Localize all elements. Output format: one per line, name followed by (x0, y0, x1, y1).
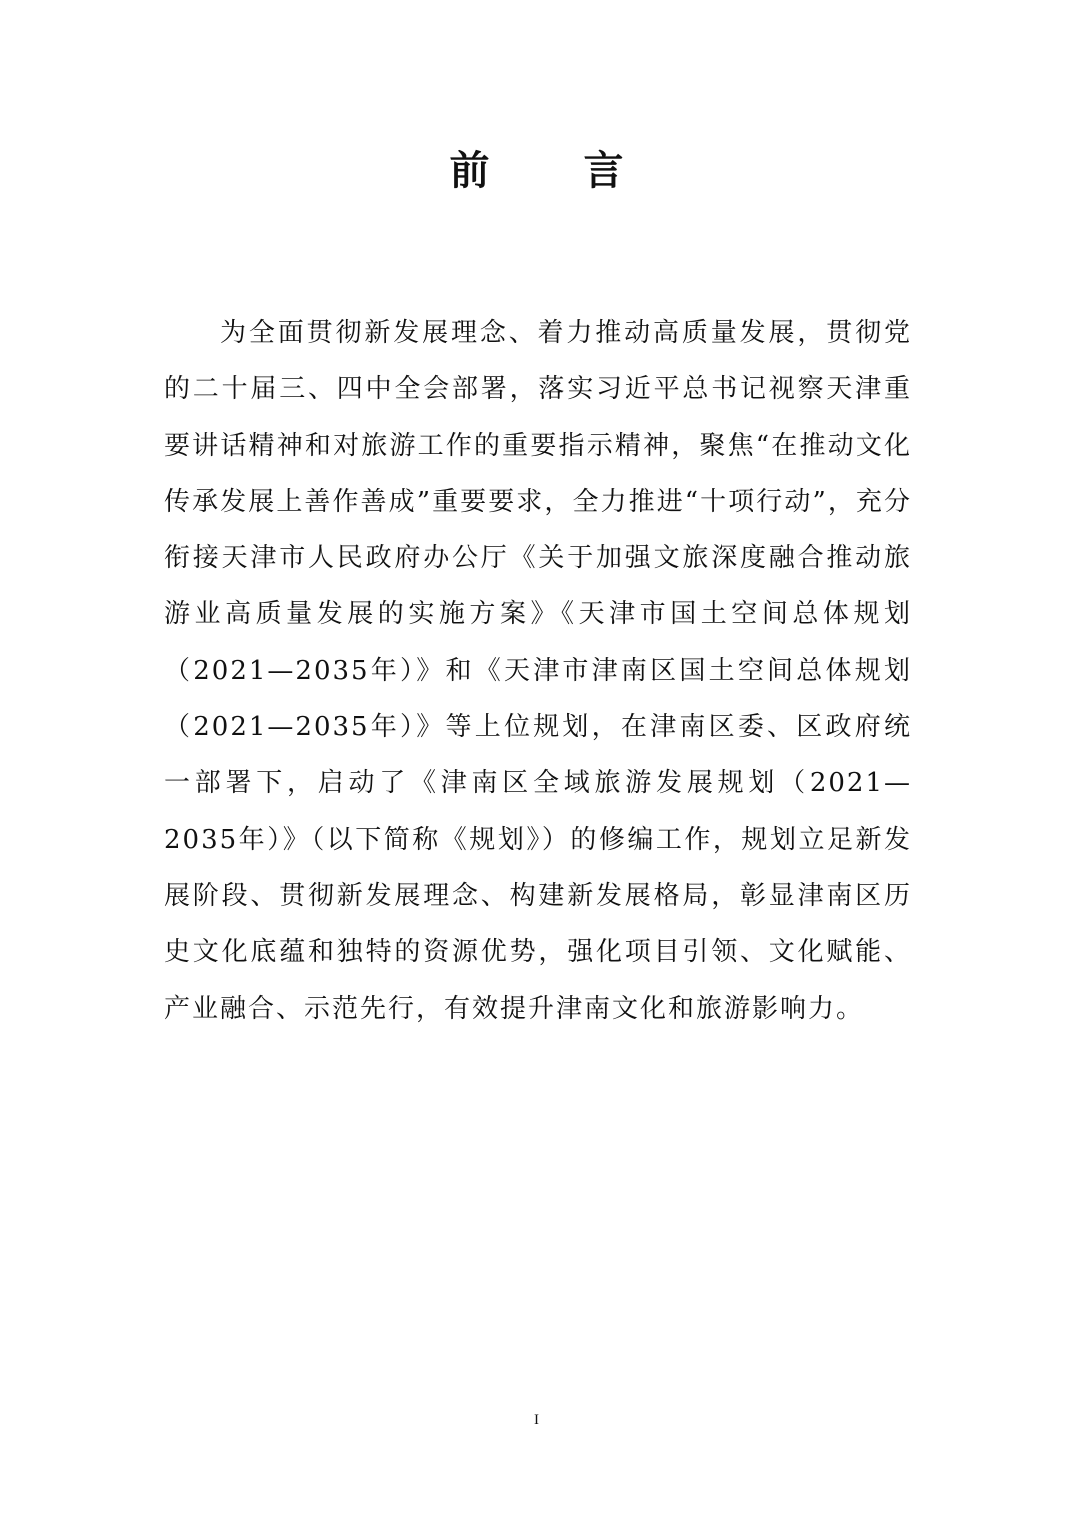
preface-paragraph: 为全面贯彻新发展理念、着力推动高质量发展，贯彻党的二十届三、四中全会部署，落实习近平总书记视察天津重要讲话精神和对旅游工作的重要指示精神，聚焦“在推动文化传承发展上善作善成”重要要求，全力推进“十项行动”，充分衔接天津市人民政府办公厅《关于加强文旅深度融合推动旅游业高质量发展的实施方案》《天津市国土空间总体规划（2021—2035年）》和《天津市津南区国土空间总体规划（2021—2035年）》等上位规划，在津南区委、区政府统一部署下，启动了《津南区全域旅游发展规划（2021—2035年）》（以下简称《规划》）的修编工作，规划立足新发展阶段、贯彻新发展理念、构建新发展格局，彰显津南区历史文化底蕴和独特的资源优势，强化项目引领、文化赋能、产业融合、示范先行，有效提升津南文化和旅游影响力。 (164, 318, 912, 1024)
page-number: I (534, 1412, 539, 1428)
page-title: 前 言 (449, 147, 664, 194)
